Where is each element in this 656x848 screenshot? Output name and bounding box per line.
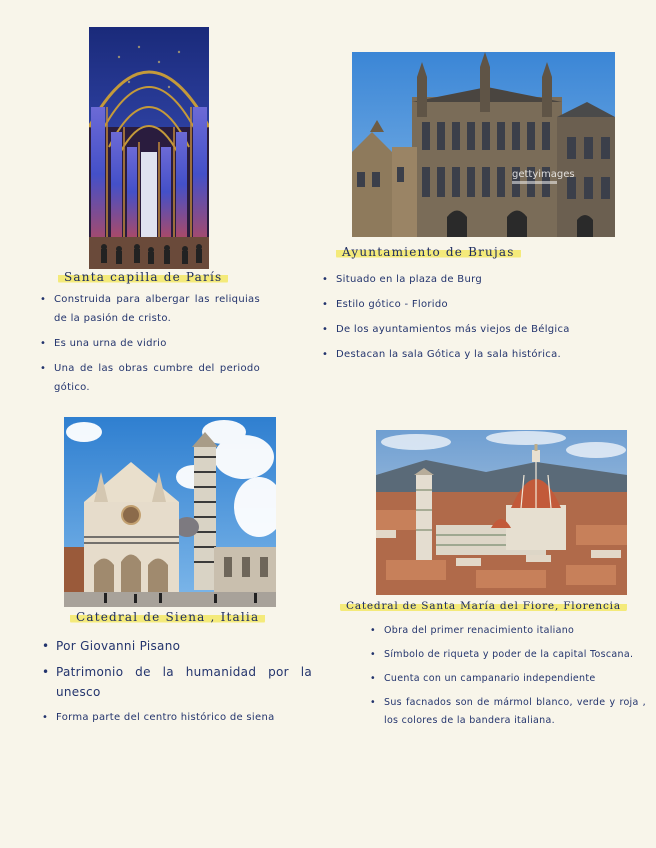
watermark-text: gettyimages (512, 169, 575, 180)
siena-notes (40, 636, 312, 734)
note-item: • Estilo gótico - Florido (320, 295, 642, 314)
note-item: • Situado en la plaza de Burg (320, 270, 642, 289)
paris-title: Santa capilla de París (58, 270, 228, 284)
florencia-title: Catedral de Santa María del Fiore, Florencia (340, 600, 627, 612)
note-item: • Construida para albergar las reliquias de la pasión de cristo. (38, 290, 260, 328)
note-item: • Destacan la sala Gótica y la sala histórica. (320, 345, 642, 364)
brujas-title: Ayuntamiento de Brujas (336, 245, 521, 259)
florencia-notes (368, 622, 646, 736)
note-item: • Una de las obras cumbre del periodo gótico. (38, 359, 260, 397)
sainte-chapelle-photo (89, 27, 209, 269)
paris-notes (38, 290, 260, 403)
note-item: • Es una urna de vidrio (38, 334, 260, 353)
note-item: • Sus facnados son de mármol blanco, verde y roja , los colores de la bandera italiana. (368, 694, 646, 730)
note-item: • De los ayuntamientos más viejos de Bélgica (320, 320, 642, 339)
note-item: • Cuenta con un campanario independiente (368, 670, 646, 688)
note-item: • Por Giovanni Pisano (40, 636, 312, 656)
florence-cathedral-photo (376, 430, 627, 595)
siena-cathedral-photo (64, 417, 276, 607)
note-item: • Obra del primer renacimiento italiano (368, 622, 646, 640)
note-item: • Forma parte del centro histórico de siena (40, 708, 312, 728)
note-item: • Patrimonio de la humanidad por la unesco (40, 662, 312, 702)
bruges-townhall-photo (352, 52, 615, 237)
note-item: • Símbolo de riqueta y poder de la capital Toscana. (368, 646, 646, 664)
brujas-notes (320, 270, 642, 370)
siena-title: Catedral de Siena , Italia (70, 610, 265, 624)
